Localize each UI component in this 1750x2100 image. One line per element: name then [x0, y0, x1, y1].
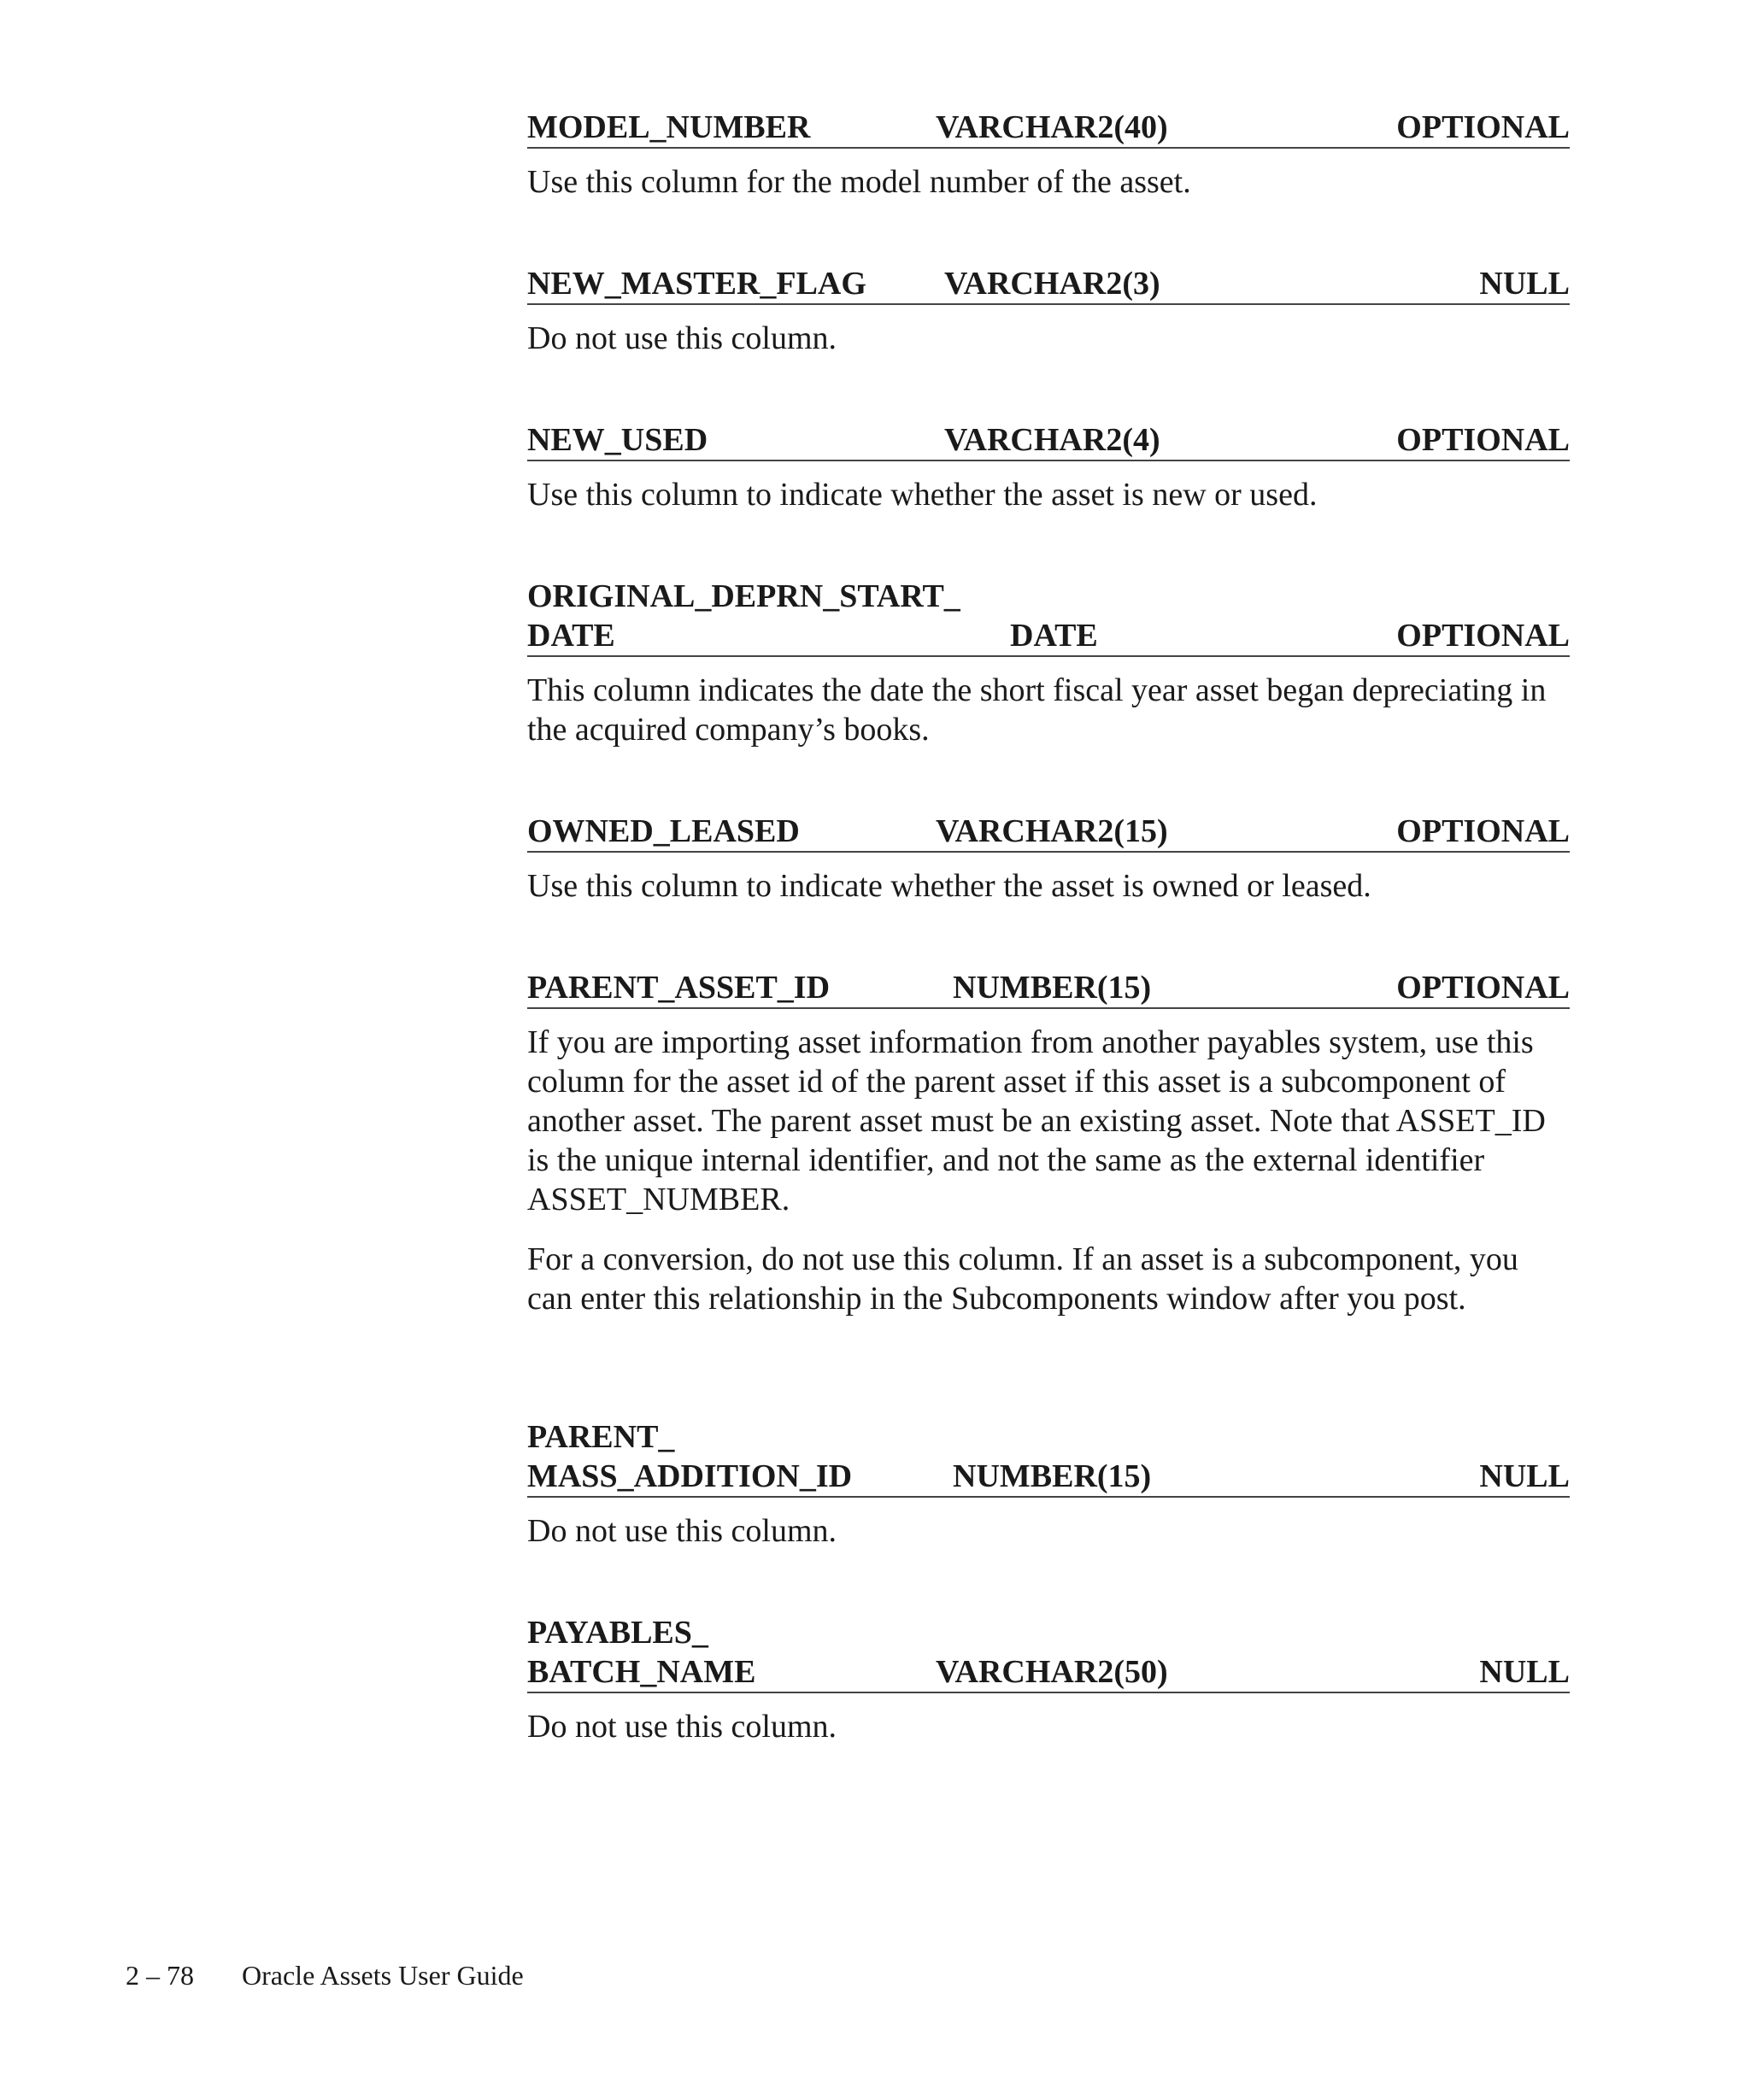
column-name: NEW_USED	[527, 422, 708, 458]
column-entry-original-deprn-start-date	[527, 577, 1570, 749]
column-requirement: OPTIONAL	[1396, 109, 1570, 145]
page-number: 2 – 78	[126, 1960, 194, 1991]
column-description: This column indicates the date the short fiscal year asset began depreciating in the acquired company’s books.	[527, 672, 1547, 748]
column-name-line1: ORIGINAL_DEPRN_START_	[527, 578, 960, 614]
column-description: Do not use this column.	[527, 1513, 837, 1549]
column-name-line2: DATE	[527, 618, 615, 654]
column-entry-owned-leased	[527, 812, 1570, 906]
column-name-line2: BATCH_NAME	[527, 1654, 756, 1690]
column-datatype: VARCHAR2(4)	[944, 422, 1160, 458]
column-description: Do not use this column.	[527, 320, 837, 356]
column-name: NEW_MASTER_FLAG	[527, 266, 866, 302]
column-header	[527, 1417, 1570, 1498]
column-datatype: NUMBER(15)	[953, 1458, 1152, 1494]
column-name: MODEL_NUMBER	[527, 109, 811, 145]
page-footer	[126, 1958, 524, 1992]
column-datatype: VARCHAR2(40)	[936, 109, 1168, 145]
column-entry-new-master-flag	[527, 264, 1570, 358]
column-name: OWNED_LEASED	[527, 813, 800, 849]
column-datatype: VARCHAR2(15)	[936, 813, 1168, 849]
column-description: Use this column to indicate whether the asset is new or used.	[527, 477, 1318, 513]
column-name-line1: PARENT_	[527, 1419, 675, 1455]
column-datatype: VARCHAR2(50)	[936, 1654, 1168, 1690]
column-header	[527, 812, 1570, 853]
column-datatype: NUMBER(15)	[953, 970, 1152, 1006]
column-name-line2: MASS_ADDITION_ID	[527, 1458, 853, 1494]
column-requirement: NULL	[1479, 1458, 1570, 1494]
column-requirement: NULL	[1479, 266, 1570, 302]
book-title: Oracle Assets User Guide	[242, 1960, 524, 1991]
column-description: Use this column for the model number of the asset.	[527, 164, 1191, 200]
column-requirement: OPTIONAL	[1396, 970, 1570, 1006]
column-name: PARENT_ASSET_ID	[527, 970, 831, 1006]
column-header	[527, 420, 1570, 461]
column-header	[527, 108, 1570, 149]
column-entry-parent-mass-addition-id	[527, 1417, 1570, 1551]
column-datatype: VARCHAR2(3)	[944, 266, 1160, 302]
column-name-line1: PAYABLES_	[527, 1615, 708, 1651]
column-description: Use this column to indicate whether the asset is owned or leased.	[527, 868, 1371, 904]
column-description: Do not use this column.	[527, 1709, 837, 1745]
column-requirement: OPTIONAL	[1396, 422, 1570, 458]
column-header	[527, 968, 1570, 1009]
column-requirement: OPTIONAL	[1396, 813, 1570, 849]
column-description-conversion: For a conversion, do not use this column. If an asset is a subcomponent, you can enter this relationship in the Subcomponents window after you post.	[527, 1241, 1518, 1317]
column-entry-model-number	[527, 108, 1570, 202]
column-datatype: DATE	[1010, 618, 1098, 654]
column-header	[527, 577, 1570, 657]
column-header	[527, 1613, 1570, 1693]
column-requirement: OPTIONAL	[1396, 618, 1570, 654]
column-header	[527, 264, 1570, 305]
column-entry-payables-batch-name	[527, 1613, 1570, 1746]
column-description: If you are importing asset information from another payables system, use this column for the asset id of the parent asset if this asset is a subcomponent of another asset. The parent asset must be an existing asset. Note that ASSET_ID is the unique internal identifier, and not the same as the external identifier ASSET_NUMBER.	[527, 1024, 1546, 1217]
column-entry-parent-asset-id	[527, 968, 1570, 1318]
column-entry-new-used	[527, 420, 1570, 514]
column-requirement: NULL	[1479, 1654, 1570, 1690]
